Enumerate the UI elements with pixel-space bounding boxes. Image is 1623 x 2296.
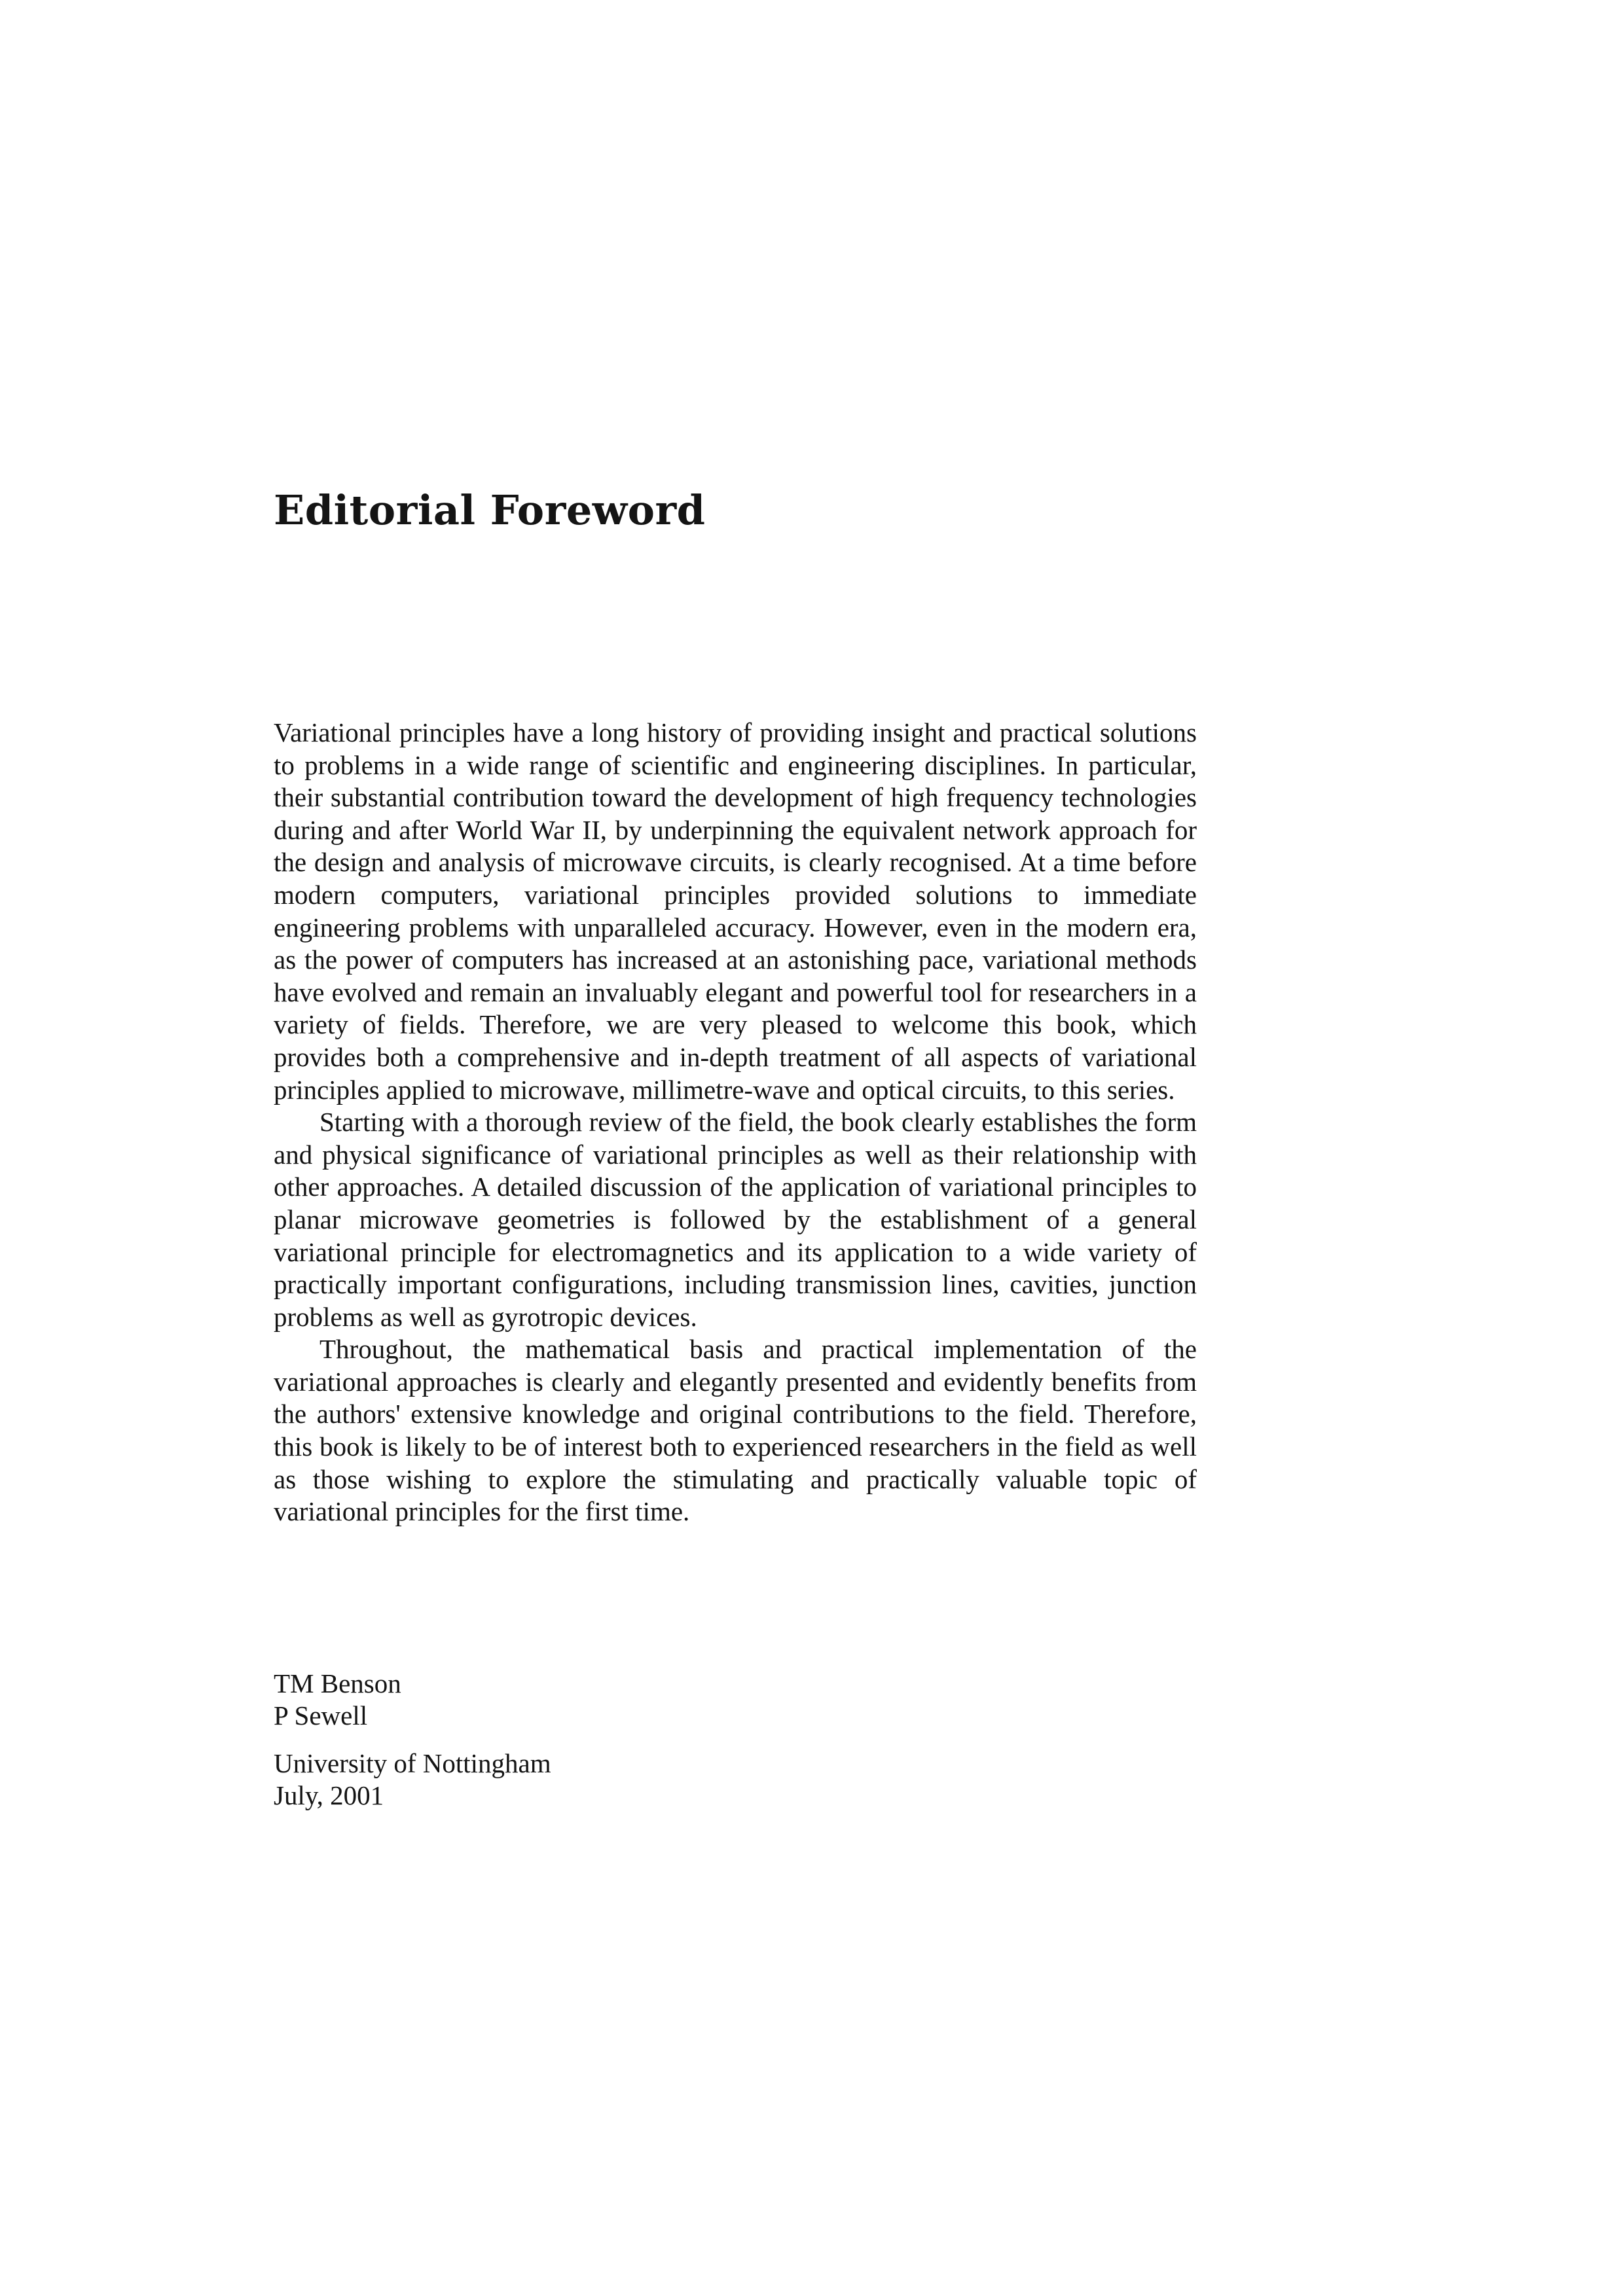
foreword-body: [274, 717, 1197, 1528]
paragraph-3: Throughout, the mathematical basis and practical implementation of the variational approaches is clearly and elegantly presented and evidently benefits from the authors' extensive knowledge and original contributions to the field. Therefore, this book is likely to be of interest both to experienced researchers in the field as well as those wishing to explore the stimulating and practically valuable topic of variational principles for the first time.: [274, 1334, 1197, 1527]
date: July, 2001: [274, 1780, 384, 1810]
paragraph-1: Variational principles have a long history of providing insight and practical solutions to problems in a wide range of scientific and engineering disciplines. In particular, their substantial contribution toward the development of high frequency technologies during and after World War II, by underpinning the equivalent network approach for the design and analysis of microwave circuits, is clearly recognised. At a time before modern computers, variational principles provided solutions to immediate engineering problems with unparalleled accuracy. However, even in the modern era, as the power of computers has increased at an astonishing pace, variational methods have evolved and remain an invaluably elegant and powerful tool for researchers in a variety of fields. Therefore, we are very pleased to welcome this book, which provides both a comprehensive and in-depth treatment of all aspects of variational principles applied to microwave, millimetre-wave and optical circuits, to this series.: [274, 717, 1197, 1105]
paragraph-2: Starting with a thorough review of the field, the book clearly establishes the form and physical significance of variational principles as well as their relationship with other approaches. A detailed discussion of the application of variational principles to planar microwave geometries is followed by the establishment of a general variational principle for electromagnetics and its application to a wide variety of practically important configurations, including transmission lines, cavities, junction problems as well as gyrotropic devices.: [274, 1107, 1197, 1332]
author-name: TM Benson: [274, 1668, 401, 1698]
signature-block: [274, 1668, 551, 1812]
page-title: Editorial Foreword: [274, 486, 706, 534]
signature-spacer: [274, 1732, 551, 1748]
author-name: P Sewell: [274, 1700, 368, 1731]
affiliation: University of Nottingham: [274, 1748, 551, 1778]
